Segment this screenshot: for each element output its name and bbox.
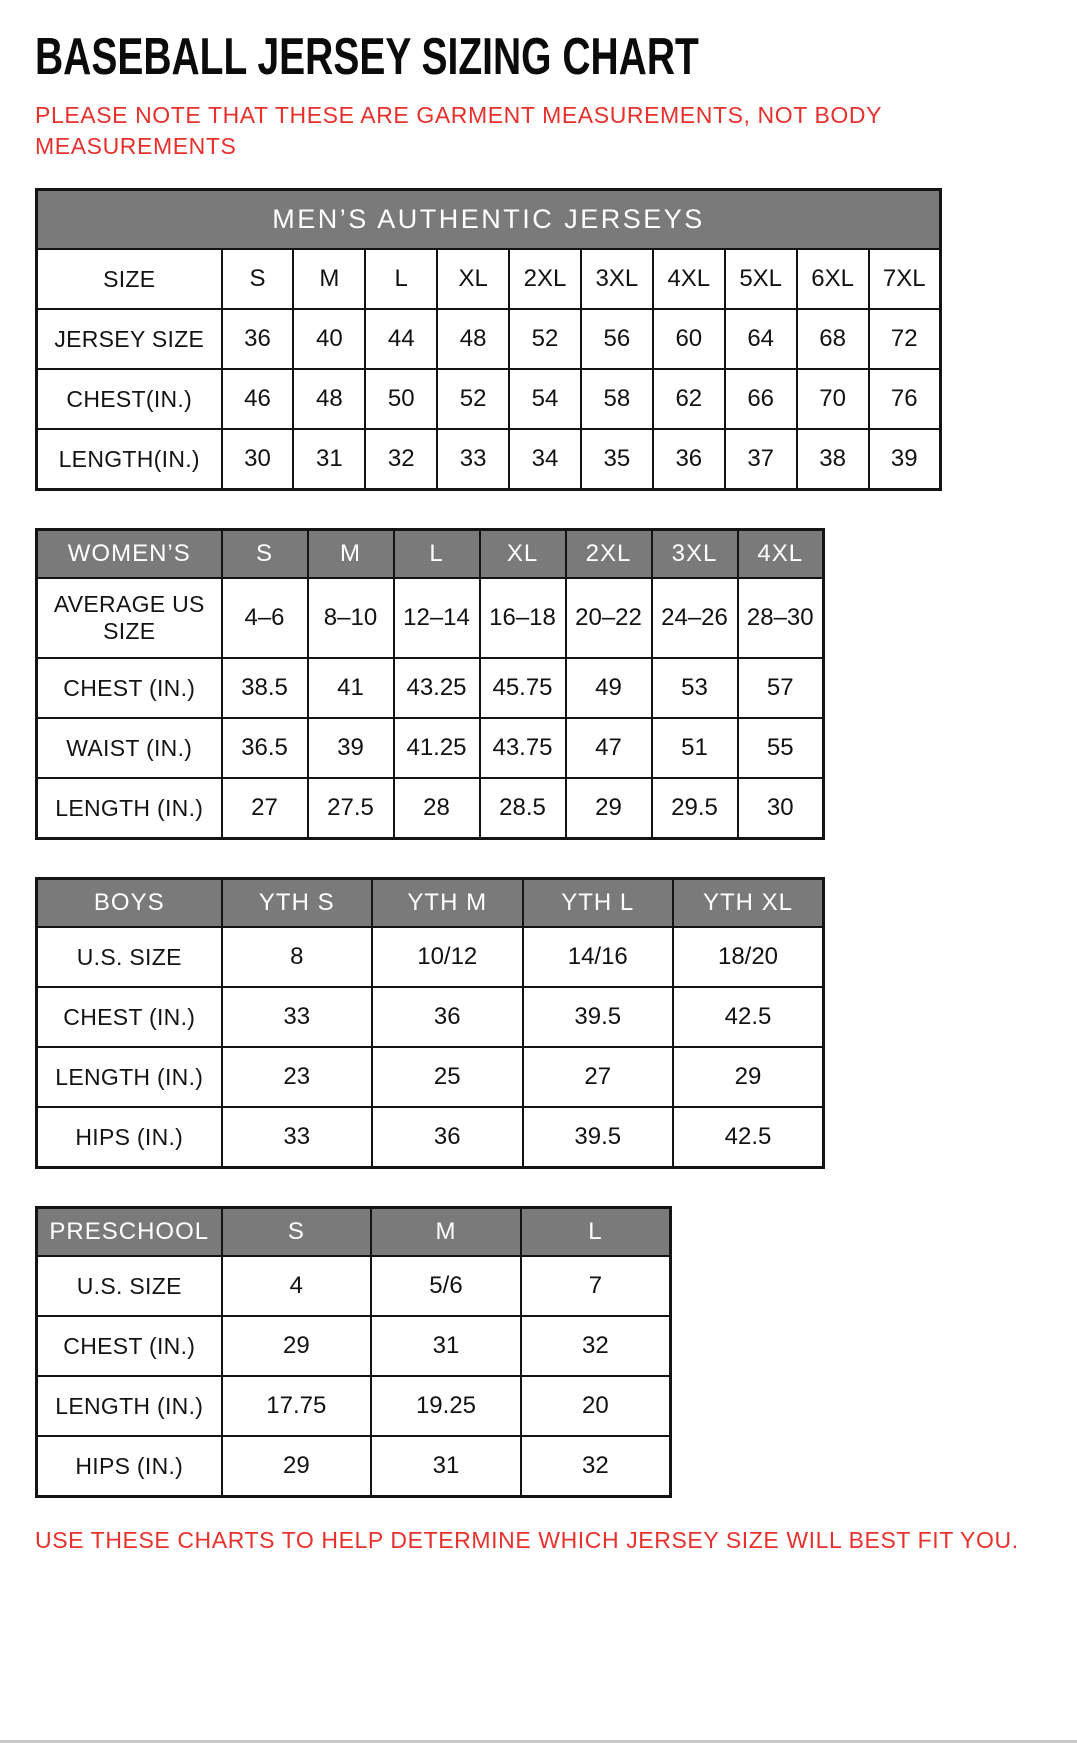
data-cell: 14/16 [523, 927, 674, 987]
table-row [37, 249, 941, 309]
data-cell: 3XL [581, 249, 653, 309]
table-row [37, 1316, 671, 1376]
garment-measurements-note: PLEASE NOTE THAT THESE ARE GARMENT MEASUREMENTS, NOT BODY MEASUREMENTS [35, 102, 882, 160]
row-label: SIZE [37, 249, 222, 309]
row-label: LENGTH (IN.) [37, 1376, 222, 1436]
table-row [37, 987, 824, 1047]
data-cell: 35 [581, 429, 653, 490]
row-label: CHEST (IN.) [37, 658, 222, 718]
row-label: LENGTH (IN.) [37, 1047, 222, 1107]
data-cell: 39.5 [523, 1107, 674, 1168]
data-cell: 33 [222, 1107, 373, 1168]
data-cell: 68 [797, 309, 869, 369]
data-cell: 12–14 [394, 578, 480, 658]
data-cell: L [365, 249, 437, 309]
data-cell: 31 [371, 1436, 521, 1497]
table-row [37, 1107, 824, 1168]
mens-table-title: MEN’S AUTHENTIC JERSEYS [37, 190, 941, 250]
data-cell: 54 [509, 369, 581, 429]
table-row [37, 578, 824, 658]
data-cell: 38 [797, 429, 869, 490]
data-cell: 18/20 [673, 927, 824, 987]
data-cell: 32 [521, 1436, 671, 1497]
column-header: PRESCHOOL [37, 1208, 222, 1257]
table-row [37, 1436, 671, 1497]
data-cell: 25 [372, 1047, 523, 1107]
data-cell: 27.5 [308, 778, 394, 839]
data-cell: 43.25 [394, 658, 480, 718]
table-row [37, 1047, 824, 1107]
data-cell: 29 [222, 1316, 372, 1376]
boys-table [35, 877, 825, 1169]
data-cell: 4 [222, 1256, 372, 1316]
data-cell: 29.5 [652, 778, 738, 839]
data-cell: 32 [365, 429, 437, 490]
data-cell: 53 [652, 658, 738, 718]
data-cell: 36 [653, 429, 725, 490]
data-cell: 64 [725, 309, 797, 369]
data-cell: 4XL [653, 249, 725, 309]
table-row [37, 718, 824, 778]
womens-table-body [37, 530, 824, 839]
column-header: YTH L [523, 879, 674, 928]
data-cell: 31 [371, 1316, 521, 1376]
row-label: CHEST (IN.) [37, 987, 222, 1047]
data-cell: 31 [293, 429, 365, 490]
data-cell: 62 [653, 369, 725, 429]
data-cell: 30 [738, 778, 824, 839]
data-cell: 17.75 [222, 1376, 372, 1436]
data-cell: 60 [653, 309, 725, 369]
data-cell: 51 [652, 718, 738, 778]
data-cell: 16–18 [480, 578, 566, 658]
data-cell: 52 [437, 369, 509, 429]
data-cell: M [293, 249, 365, 309]
table-row [37, 1376, 671, 1436]
data-cell: 70 [797, 369, 869, 429]
column-header: M [308, 530, 394, 579]
data-cell: 24–26 [652, 578, 738, 658]
data-cell: 48 [437, 309, 509, 369]
mens-table-head [37, 190, 941, 250]
row-label: WAIST (IN.) [37, 718, 222, 778]
row-label: HIPS (IN.) [37, 1436, 222, 1497]
table-row [37, 658, 824, 718]
data-cell: 45.75 [480, 658, 566, 718]
column-header: XL [480, 530, 566, 579]
row-label: CHEST(IN.) [37, 369, 222, 429]
data-cell: 34 [509, 429, 581, 490]
column-header: YTH XL [673, 879, 824, 928]
column-header: YTH M [372, 879, 523, 928]
mens-table-body [37, 249, 941, 490]
data-cell: 36 [222, 309, 294, 369]
data-cell: 32 [521, 1316, 671, 1376]
data-cell: 7XL [869, 249, 941, 309]
data-cell: 40 [293, 309, 365, 369]
data-cell: 47 [566, 718, 652, 778]
preschool-table [35, 1206, 672, 1498]
data-cell: XL [437, 249, 509, 309]
data-cell: 58 [581, 369, 653, 429]
table-row [37, 309, 941, 369]
data-cell: 6XL [797, 249, 869, 309]
column-header: M [371, 1208, 521, 1257]
table-title-row [37, 190, 941, 250]
row-label: JERSEY SIZE [37, 309, 222, 369]
column-header: L [394, 530, 480, 579]
column-header: 2XL [566, 530, 652, 579]
data-cell: 72 [869, 309, 941, 369]
data-cell: 27 [523, 1047, 674, 1107]
data-cell: 76 [869, 369, 941, 429]
data-cell: 38.5 [222, 658, 308, 718]
data-cell: 10/12 [372, 927, 523, 987]
data-cell: 27 [222, 778, 308, 839]
data-cell: 5/6 [371, 1256, 521, 1316]
data-cell: 41 [308, 658, 394, 718]
data-cell: 46 [222, 369, 294, 429]
column-header: 3XL [652, 530, 738, 579]
data-cell: 7 [521, 1256, 671, 1316]
data-cell: 20–22 [566, 578, 652, 658]
data-cell: 29 [222, 1436, 372, 1497]
data-cell: 4–6 [222, 578, 308, 658]
table-row [37, 778, 824, 839]
table-row [37, 369, 941, 429]
data-cell: 49 [566, 658, 652, 718]
data-cell: 33 [437, 429, 509, 490]
data-cell: S [222, 249, 294, 309]
row-label: HIPS (IN.) [37, 1107, 222, 1168]
page-title: BASEBALL JERSEY SIZING CHART [35, 27, 699, 86]
table-row [37, 429, 941, 490]
data-cell: 29 [566, 778, 652, 839]
column-header: S [222, 530, 308, 579]
row-label: U.S. SIZE [37, 1256, 222, 1316]
header-row [37, 1208, 671, 1257]
data-cell: 41.25 [394, 718, 480, 778]
fit-advice-footer: USE THESE CHARTS TO HELP DETERMINE WHICH JERSEY SIZE WILL BEST FIT YOU. [35, 1527, 1019, 1554]
data-cell: 39 [308, 718, 394, 778]
data-cell: 23 [222, 1047, 373, 1107]
data-cell: 66 [725, 369, 797, 429]
data-cell: 8 [222, 927, 373, 987]
data-cell: 2XL [509, 249, 581, 309]
column-header: S [222, 1208, 372, 1257]
data-cell: 57 [738, 658, 824, 718]
column-header: BOYS [37, 879, 222, 928]
data-cell: 19.25 [371, 1376, 521, 1436]
data-cell: 28–30 [738, 578, 824, 658]
mens-authentic-jerseys-table [35, 188, 942, 491]
row-label: U.S. SIZE [37, 927, 222, 987]
data-cell: 28.5 [480, 778, 566, 839]
data-cell: 56 [581, 309, 653, 369]
data-cell: 20 [521, 1376, 671, 1436]
table-row [37, 927, 824, 987]
data-cell: 42.5 [673, 1107, 824, 1168]
row-label: LENGTH (IN.) [37, 778, 222, 839]
data-cell: 55 [738, 718, 824, 778]
data-cell: 28 [394, 778, 480, 839]
data-cell: 29 [673, 1047, 824, 1107]
data-cell: 39.5 [523, 987, 674, 1047]
data-cell: 5XL [725, 249, 797, 309]
data-cell: 33 [222, 987, 373, 1047]
column-header: YTH S [222, 879, 373, 928]
column-header: WOMEN’S [37, 530, 222, 579]
table-row [37, 1256, 671, 1316]
data-cell: 36 [372, 987, 523, 1047]
boys-table-body [37, 879, 824, 1168]
data-cell: 8–10 [308, 578, 394, 658]
data-cell: 50 [365, 369, 437, 429]
womens-table [35, 528, 825, 840]
data-cell: 39 [869, 429, 941, 490]
data-cell: 36.5 [222, 718, 308, 778]
data-cell: 43.75 [480, 718, 566, 778]
data-cell: 52 [509, 309, 581, 369]
data-cell: 44 [365, 309, 437, 369]
header-row [37, 879, 824, 928]
data-cell: 48 [293, 369, 365, 429]
data-cell: 42.5 [673, 987, 824, 1047]
row-label: LENGTH(IN.) [37, 429, 222, 490]
row-label: AVERAGE US SIZE [37, 578, 222, 658]
preschool-table-body [37, 1208, 671, 1497]
header-row [37, 530, 824, 579]
column-header: 4XL [738, 530, 824, 579]
column-header: L [521, 1208, 671, 1257]
data-cell: 37 [725, 429, 797, 490]
data-cell: 36 [372, 1107, 523, 1168]
data-cell: 30 [222, 429, 294, 490]
row-label: CHEST (IN.) [37, 1316, 222, 1376]
